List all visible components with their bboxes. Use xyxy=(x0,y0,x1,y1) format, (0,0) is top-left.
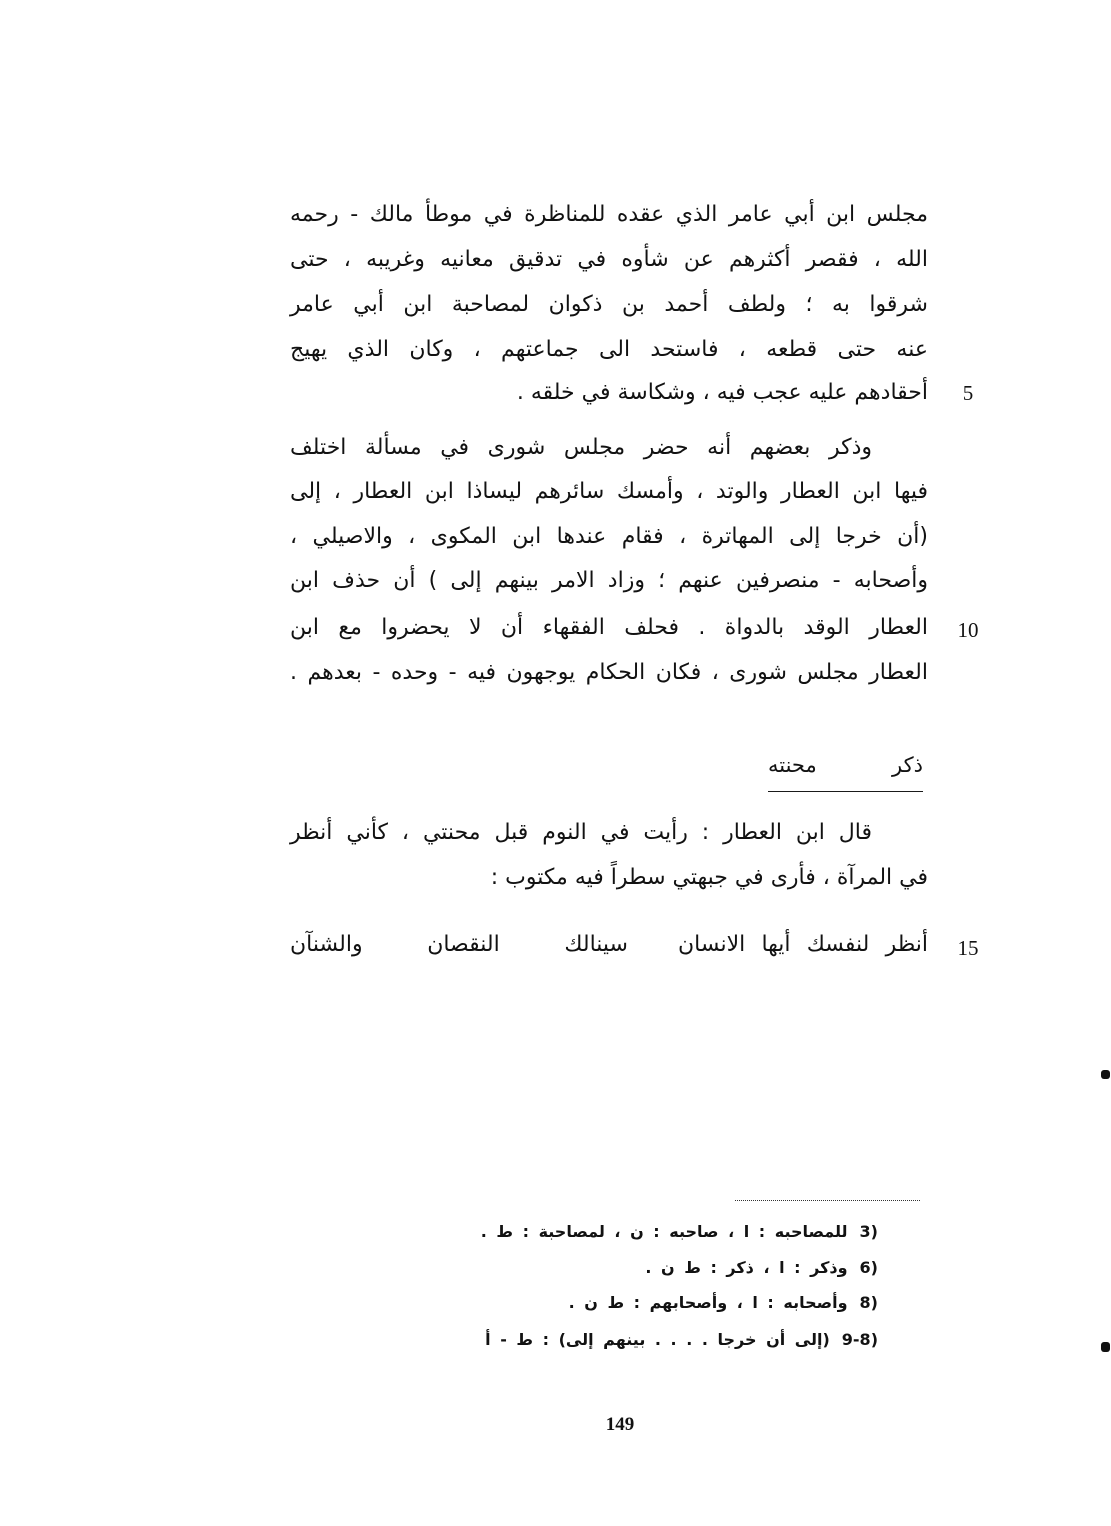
page-number: 149 xyxy=(605,1414,635,1435)
footnote-text: وذكر : ا ، ذكر : ط ن . xyxy=(645,1258,848,1277)
footnote xyxy=(318,1325,878,1355)
footnote-marker: 8) xyxy=(859,1293,878,1312)
body-line: العطار مجلس شورى ، فكان الحكام يوجهون فيه - وحده - بعدهم . xyxy=(290,660,928,685)
body-line: الله ، فقصر أكثرهم عن شأوه في تدقيق معانيه وغريبه ، حتى xyxy=(290,247,928,272)
body-line: أحقادهم عليه عجب فيه ، وشكاسة في خلقه . xyxy=(516,380,928,405)
body-line: فيها ابن العطار والوتد ، وأمسك سائرهم ليساذا ابن العطار ، إلى xyxy=(290,479,928,504)
body-line: شرقوا به ؛ ولطف أحمد بن ذكوان لمصاحبة ابن أبي عامر xyxy=(290,292,928,317)
body-line: العطار الوقد بالدواة . فحلف الفقهاء أن لا يحضروا مع ابن xyxy=(290,615,928,640)
body-line: (أن خرجا إلى المهاترة ، فقام عندها ابن المكوى ، والاصيلي ، xyxy=(290,524,928,549)
heading-underline xyxy=(768,791,923,792)
body-line: قال ابن العطار : رأيت في النوم قبل محنتي ، كأني أنظر xyxy=(290,820,872,845)
body-line: مجلس ابن أبي عامر الذي عقده للمناظرة في موطأ مالك - رحمه xyxy=(290,202,928,227)
footnote xyxy=(318,1288,878,1318)
footnote-text: وأصحابه : ا ، وأصحابهم : ط ن . xyxy=(568,1293,848,1312)
line-number: 5 xyxy=(962,381,974,405)
footnote-text: (إلى أن خرجا . . . . بينهم إلى) : ط - أ xyxy=(485,1330,830,1349)
verse-hemistich-first: أنظر لنفسك أيها الانسان xyxy=(678,932,928,957)
line-number: 10 xyxy=(957,618,979,642)
footnote xyxy=(318,1217,878,1247)
footnote-text: للمصاحبه : ا ، صاحبه : ن ، لمصاحبة : ط . xyxy=(480,1222,848,1241)
footnote-marker: 3) xyxy=(859,1222,878,1241)
scan-mark xyxy=(1101,1070,1110,1079)
verse-hemistich-second: سينالك النقصان والشنآن xyxy=(290,932,628,957)
footnote xyxy=(318,1253,878,1283)
body-line: وأصحابه - منصرفين عنهم ؛ وزاد الامر بينهم إلى ) أن حذف ابن xyxy=(290,568,928,593)
scan-mark xyxy=(1101,1342,1110,1352)
line-number: 15 xyxy=(957,936,979,960)
body-line: في المرآة ، فأرى في جبهتي سطراً فيه مكتوب : xyxy=(490,865,928,890)
footnote-separator xyxy=(735,1200,920,1201)
body-line: وذكر بعضهم أنه حضر مجلس شورى في مسألة اختلف xyxy=(290,435,872,460)
body-line: عنه حتى قطعه ، فاستحد الى جماعتهم ، وكان الذي يهيج xyxy=(290,337,928,362)
footnote-marker: 9-8) xyxy=(841,1330,878,1349)
footnote-marker: 6) xyxy=(859,1258,878,1277)
section-heading: ذكر محنته xyxy=(768,753,923,777)
